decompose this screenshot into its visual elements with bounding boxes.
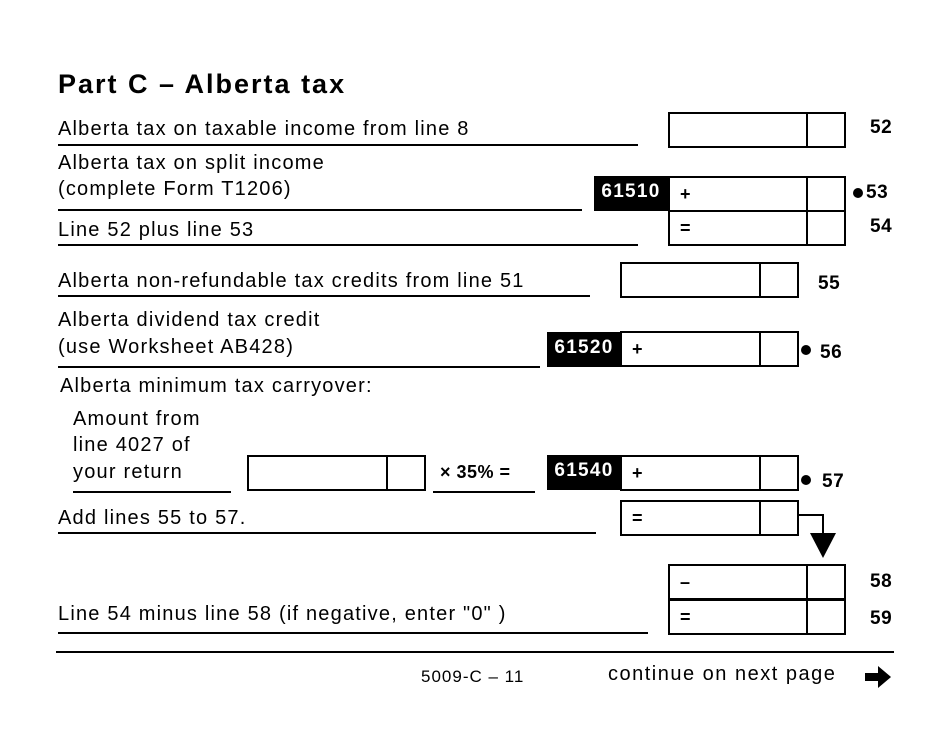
plus-operator: +: [680, 184, 691, 204]
cents-divider: [759, 502, 761, 534]
line-52-number: 52: [870, 117, 893, 138]
line-54-number: 54: [870, 216, 893, 237]
equals-operator: =: [680, 607, 691, 627]
multiplier-35-percent: × 35% =: [440, 462, 511, 482]
plus-operator: +: [632, 463, 643, 483]
continue-text: continue on next page: [608, 663, 837, 685]
line-56-number: 56: [820, 342, 843, 363]
carryover-heading: Alberta minimum tax carryover:: [60, 375, 373, 397]
line-57-amount-field[interactable]: [620, 455, 799, 491]
line-57-label-2: line 4027 of: [73, 434, 191, 456]
line-56-underline: [58, 366, 540, 368]
equals-operator: =: [680, 218, 691, 238]
line-58-amount-field[interactable]: [668, 564, 846, 600]
line-53-number: 53: [866, 182, 889, 203]
line-56-label-2: (use Worksheet AB428): [58, 336, 295, 358]
cents-divider: [806, 178, 808, 210]
cents-divider: [759, 457, 761, 489]
line-57-number: 57: [822, 471, 845, 492]
equals-operator: =: [632, 508, 643, 528]
line-53-label-2: (complete Form T1206): [58, 178, 292, 200]
multiplier-underline: [433, 491, 535, 493]
line-55-amount-field[interactable]: [620, 262, 799, 298]
line-54-underline: [58, 244, 638, 246]
cents-divider: [759, 333, 761, 365]
line-56-label-1: Alberta dividend tax credit: [58, 309, 321, 331]
line-52-amount-field[interactable]: [668, 112, 846, 148]
minus-operator: –: [680, 572, 691, 592]
line-53-amount-field[interactable]: [668, 176, 846, 212]
line-55-underline: [58, 295, 590, 297]
cents-divider: [386, 457, 388, 489]
line-4027-amount-field[interactable]: [247, 455, 426, 491]
cents-divider: [806, 114, 808, 146]
line-57-label-3: your return: [73, 461, 183, 483]
line-52-underline: [58, 144, 638, 146]
right-arrow-icon: [864, 665, 894, 689]
cents-divider: [806, 601, 808, 633]
add-lines-underline: [58, 532, 596, 534]
line-55-label: Alberta non-refundable tax credits from line 51: [58, 270, 525, 292]
line-59-amount-field[interactable]: [668, 599, 846, 635]
form-id: 5009-C – 11: [421, 667, 525, 686]
line-52-label: Alberta tax on taxable income from line 8: [58, 118, 470, 140]
cents-divider: [759, 264, 761, 296]
line-53-label-1: Alberta tax on split income: [58, 152, 325, 174]
lines-55-57-total-field[interactable]: [620, 500, 799, 536]
bullet-dot-icon: [801, 345, 811, 355]
bullet-dot-icon: [801, 475, 811, 485]
line-59-number: 59: [870, 608, 893, 629]
part-title: Part C – Alberta tax: [58, 69, 347, 99]
footer-rule: [56, 651, 894, 653]
line-57-label-underline: [73, 491, 231, 493]
line-53-underline: [58, 209, 582, 211]
add-lines-label: Add lines 55 to 57.: [58, 507, 247, 529]
line-57-label-1: Amount from: [73, 408, 201, 430]
down-arrow-icon: [796, 505, 846, 561]
plus-operator: +: [632, 339, 643, 359]
line-54-label: Line 52 plus line 53: [58, 219, 255, 241]
line-57-code: 61540: [547, 455, 621, 490]
cents-divider: [806, 212, 808, 244]
line-53-code: 61510: [594, 176, 668, 211]
line-56-code: 61520: [547, 332, 621, 367]
line-59-underline: [58, 632, 648, 634]
line-56-amount-field[interactable]: [620, 331, 799, 367]
line-54-amount-field[interactable]: [668, 210, 846, 246]
bullet-dot-icon: [853, 188, 863, 198]
cents-divider: [806, 566, 808, 598]
line-58-number: 58: [870, 571, 893, 592]
line-59-label: Line 54 minus line 58 (if negative, enter "0" ): [58, 603, 507, 625]
line-55-number: 55: [818, 273, 841, 294]
